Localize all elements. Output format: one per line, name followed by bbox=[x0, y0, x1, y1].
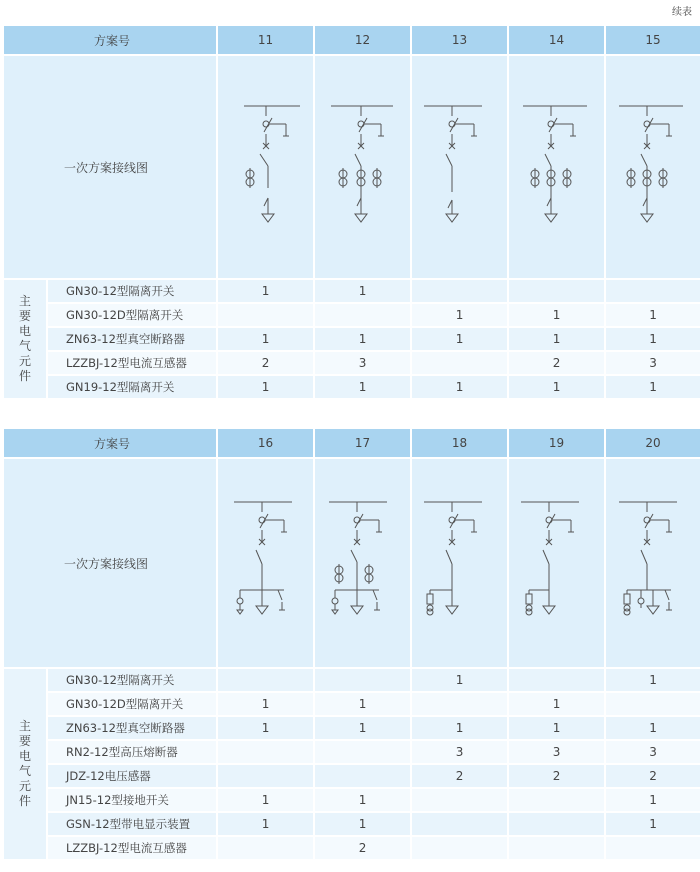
component-name: GN19-12型隔离开关 bbox=[47, 375, 217, 399]
component-name: GN30-12型隔离开关 bbox=[47, 279, 217, 303]
group-label-text: 主要电气元件 bbox=[19, 719, 32, 808]
cell: 1 bbox=[605, 327, 700, 351]
wiring-diagram bbox=[411, 55, 508, 279]
group-label bbox=[3, 668, 47, 860]
scheme-label: 方案号 bbox=[3, 428, 217, 458]
wiring-diagram-11 bbox=[226, 102, 306, 232]
component-name: LZZBJ-12型电流互感器 bbox=[47, 836, 217, 860]
wiring-diagram-14 bbox=[517, 102, 597, 232]
cell: 2 bbox=[605, 764, 700, 788]
cell: 1 bbox=[217, 375, 314, 399]
scheme-number: 20 bbox=[605, 428, 700, 458]
cell: 2 bbox=[508, 351, 605, 375]
component-name: GN30-12D型隔离开关 bbox=[47, 303, 217, 327]
cell: 1 bbox=[605, 788, 700, 812]
scheme-number: 13 bbox=[411, 25, 508, 55]
wiring-diagram bbox=[314, 55, 411, 279]
component-name: JDZ-12电压感器 bbox=[47, 764, 217, 788]
cell: 1 bbox=[314, 279, 411, 303]
group-label bbox=[3, 279, 47, 399]
table-row bbox=[3, 788, 700, 812]
diagram-row bbox=[3, 55, 700, 279]
cell bbox=[508, 836, 605, 860]
wiring-diagram-20 bbox=[613, 498, 693, 628]
cell: 1 bbox=[314, 812, 411, 836]
cell bbox=[314, 668, 411, 692]
scheme-number: 14 bbox=[508, 25, 605, 55]
cell: 3 bbox=[411, 740, 508, 764]
table-row bbox=[3, 764, 700, 788]
table-row bbox=[3, 716, 700, 740]
cell bbox=[217, 764, 314, 788]
cell: 1 bbox=[605, 812, 700, 836]
wiring-diagram bbox=[411, 458, 508, 668]
wiring-diagram bbox=[314, 458, 411, 668]
scheme-number: 15 bbox=[605, 25, 700, 55]
cell: 1 bbox=[508, 327, 605, 351]
cell: 1 bbox=[314, 327, 411, 351]
cell: 1 bbox=[508, 716, 605, 740]
continued-label: 续表 bbox=[672, 7, 692, 18]
scheme-number: 16 bbox=[217, 428, 314, 458]
cell bbox=[314, 764, 411, 788]
cell: 1 bbox=[217, 716, 314, 740]
component-name: GN30-12D型隔离开关 bbox=[47, 692, 217, 716]
cell bbox=[314, 303, 411, 327]
wiring-diagram-13 bbox=[420, 102, 500, 232]
wiring-diagram bbox=[605, 55, 700, 279]
cell: 1 bbox=[605, 716, 700, 740]
cell: 1 bbox=[217, 692, 314, 716]
cell: 3 bbox=[314, 351, 411, 375]
cell: 2 bbox=[411, 764, 508, 788]
table-row bbox=[3, 692, 700, 716]
cell: 3 bbox=[605, 740, 700, 764]
cell bbox=[411, 812, 508, 836]
wiring-diagram-18 bbox=[420, 498, 500, 628]
wiring-diagram bbox=[605, 458, 700, 668]
cell: 1 bbox=[314, 716, 411, 740]
component-name: RN2-12型高压熔断器 bbox=[47, 740, 217, 764]
cell: 1 bbox=[605, 375, 700, 399]
cell: 1 bbox=[508, 303, 605, 327]
cell bbox=[411, 692, 508, 716]
table-row bbox=[3, 327, 700, 351]
table-row bbox=[3, 812, 700, 836]
cell: 1 bbox=[217, 279, 314, 303]
wiring-diagram bbox=[217, 55, 314, 279]
cell bbox=[217, 668, 314, 692]
group-label-text: 主要电气元件 bbox=[19, 294, 32, 383]
scheme-number: 11 bbox=[217, 25, 314, 55]
diagram-row bbox=[3, 458, 700, 668]
cell: 2 bbox=[314, 836, 411, 860]
wiring-diagram-12 bbox=[323, 102, 403, 232]
cell: 1 bbox=[411, 668, 508, 692]
cell: 1 bbox=[411, 327, 508, 351]
cell: 1 bbox=[314, 788, 411, 812]
cell: 1 bbox=[411, 303, 508, 327]
cell: 1 bbox=[217, 327, 314, 351]
cell bbox=[411, 351, 508, 375]
cell bbox=[411, 788, 508, 812]
cell: 1 bbox=[508, 375, 605, 399]
cell: 2 bbox=[217, 351, 314, 375]
cell bbox=[217, 836, 314, 860]
diagram-label: 一次方案接线图 bbox=[3, 458, 217, 668]
cell: 1 bbox=[314, 692, 411, 716]
cell bbox=[508, 668, 605, 692]
cell bbox=[605, 836, 700, 860]
cell bbox=[508, 812, 605, 836]
scheme-number: 19 bbox=[508, 428, 605, 458]
cell bbox=[411, 279, 508, 303]
table-row bbox=[3, 668, 700, 692]
wiring-diagram-17 bbox=[323, 498, 403, 628]
wiring-diagram bbox=[508, 458, 605, 668]
table-row bbox=[3, 351, 700, 375]
cell: 1 bbox=[217, 812, 314, 836]
table-row bbox=[3, 279, 700, 303]
wiring-diagram-19 bbox=[517, 498, 597, 628]
scheme-label: 方案号 bbox=[3, 25, 217, 55]
wiring-diagram-16 bbox=[226, 498, 306, 628]
diagram-label: 一次方案接线图 bbox=[3, 55, 217, 279]
cell bbox=[314, 740, 411, 764]
cell: 1 bbox=[411, 375, 508, 399]
cell bbox=[508, 788, 605, 812]
table-header bbox=[3, 25, 700, 55]
scheme-table-1 bbox=[2, 24, 700, 400]
cell bbox=[411, 836, 508, 860]
scheme-number: 12 bbox=[314, 25, 411, 55]
table-row bbox=[3, 303, 700, 327]
cell bbox=[605, 279, 700, 303]
cell: 1 bbox=[605, 303, 700, 327]
wiring-diagram bbox=[508, 55, 605, 279]
table-header bbox=[3, 428, 700, 458]
component-name: JN15-12型接地开关 bbox=[47, 788, 217, 812]
cell: 2 bbox=[508, 764, 605, 788]
scheme-table-2 bbox=[2, 427, 700, 861]
cell: 3 bbox=[508, 740, 605, 764]
table-row bbox=[3, 836, 700, 860]
cell: 1 bbox=[314, 375, 411, 399]
scheme-number: 17 bbox=[314, 428, 411, 458]
component-name: ZN63-12型真空断路器 bbox=[47, 327, 217, 351]
table-row bbox=[3, 375, 700, 399]
cell: 1 bbox=[508, 692, 605, 716]
cell bbox=[605, 692, 700, 716]
component-name: ZN63-12型真空断路器 bbox=[47, 716, 217, 740]
component-name: LZZBJ-12型电流互感器 bbox=[47, 351, 217, 375]
cell: 3 bbox=[605, 351, 700, 375]
cell: 1 bbox=[411, 716, 508, 740]
cell: 1 bbox=[605, 668, 700, 692]
component-name: GSN-12型带电显示装置 bbox=[47, 812, 217, 836]
table-row bbox=[3, 740, 700, 764]
cell bbox=[217, 740, 314, 764]
cell bbox=[217, 303, 314, 327]
component-name: GN30-12型隔离开关 bbox=[47, 668, 217, 692]
wiring-diagram-15 bbox=[613, 102, 693, 232]
scheme-number: 18 bbox=[411, 428, 508, 458]
cell bbox=[508, 279, 605, 303]
wiring-diagram bbox=[217, 458, 314, 668]
cell: 1 bbox=[217, 788, 314, 812]
